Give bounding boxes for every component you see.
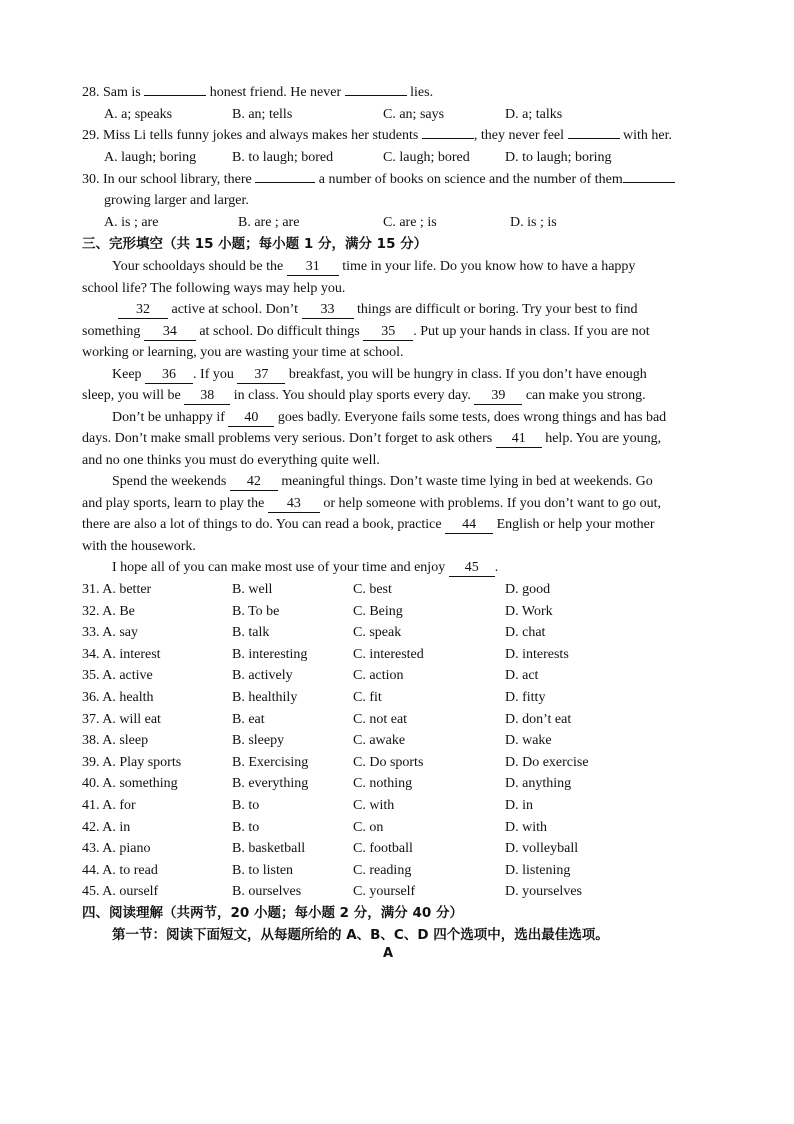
option-45-d: D. yourselves [505, 884, 582, 900]
blank-42: 42 [230, 474, 278, 491]
passage-line-4 [82, 321, 650, 343]
passage-line-8 [112, 407, 666, 429]
passage-text: . [494, 560, 499, 575]
passage-text: active at school. Don’t [171, 302, 298, 317]
option-42-a: 42. A. in [82, 819, 131, 835]
passage-text: and play sports, learn to play the [82, 496, 265, 511]
passage-text: can make you strong. [525, 388, 646, 403]
option-41-c: C. with [353, 798, 395, 813]
passage-text: Spend the weekends [112, 474, 227, 489]
option-42-c: C. on [353, 819, 384, 835]
option-34-b: B. interesting [232, 646, 308, 662]
q29-option-c: C. laugh; bored [383, 150, 470, 165]
passage-text: Keep [112, 367, 142, 382]
q29-option-d: D. to laugh; boring [505, 150, 612, 165]
blank-37: 37 [237, 367, 285, 384]
passage-text: time in your life. Do you know how to have a happy [342, 259, 636, 274]
section-4-heading: 四、阅读理解（共两节，20 小题；每小题 2 分，满分 40 分） [82, 905, 463, 921]
option-44-a: 44. A. to read [82, 862, 158, 878]
passage-text: Your schooldays should be the [112, 259, 284, 274]
q28-option-c: C. an; says [383, 107, 445, 122]
passage-text: . Put up your hands in class. If you are not [413, 324, 650, 339]
passage-text: meaningful things. Don’t waste time lying in bed at weekends. Go [281, 474, 653, 489]
q29-stem-b: , they never feel [473, 128, 565, 143]
option-38-a: 38. A. sleep [82, 733, 149, 749]
blank-44: 44 [445, 517, 493, 534]
option-36-a: 36. A. health [82, 690, 154, 705]
option-38-b: B. sleepy [232, 733, 285, 749]
q30-option-b: B. are ; are [238, 215, 300, 230]
passage-line-9 [82, 428, 661, 450]
q28-stem-c: lies. [410, 85, 434, 100]
option-40-b: B. everything [232, 776, 309, 792]
q28-option-b: B. an; tells [232, 107, 293, 122]
passage-letter: A [382, 946, 394, 961]
option-45-c: C. yourself [353, 884, 416, 900]
q30-option-c: C. are ; is [383, 215, 437, 230]
option-40-c: C. nothing [353, 776, 413, 792]
passage-line-13 [82, 514, 655, 536]
option-43-d: D. volleyball [505, 841, 579, 857]
q29-stem-a: 29. Miss Li tells funny jokes and always makes her students [82, 128, 419, 143]
passage-line-2: school life? The following ways may help you. [82, 281, 346, 296]
q29-option-b: B. to laugh; bored [232, 150, 334, 165]
passage-text: goes badly. Everyone fails some tests, does wrong things and has bad [277, 410, 667, 425]
q29-blank-2 [568, 138, 620, 139]
q28-blank-1 [144, 95, 206, 96]
blank-38: 38 [184, 388, 230, 405]
q30-stem-line2: growing larger and larger. [104, 193, 249, 208]
passage-line-6 [112, 364, 647, 386]
option-33-a: 33. A. say [82, 625, 138, 641]
passage-text: . If you [193, 367, 234, 382]
option-41-a: 41. A. for [82, 798, 136, 813]
blank-31: 31 [287, 259, 339, 276]
option-40-a: 40. A. something [82, 776, 178, 792]
blank-36: 36 [145, 367, 193, 384]
blank-34: 34 [144, 324, 196, 341]
q28-stem-b: honest friend. He never [209, 85, 342, 100]
q30-stem-a: 30. In our school library, there [82, 172, 252, 187]
passage-line-10: and no one thinks you must do everything quite well. [82, 453, 380, 468]
q30-option-a: A. is ; are [104, 215, 159, 230]
option-33-b: B. talk [232, 625, 270, 641]
passage-text: I hope all of you can make most use of your time and enjoy [112, 560, 446, 575]
passage-text: there are also a lot of things to do. You can read a book, practice [82, 517, 442, 532]
option-39-d: D. Do exercise [505, 754, 589, 770]
blank-45: 45 [449, 560, 495, 577]
q29-blank-1 [422, 138, 474, 139]
option-36-d: D. fitty [505, 690, 546, 705]
passage-line-12 [82, 493, 661, 515]
question-30-stem [82, 170, 675, 190]
q28-option-d: D. a; talks [505, 107, 563, 122]
option-42-d: D. with [505, 819, 547, 835]
option-40-d: D. anything [505, 776, 572, 792]
option-45-a: 45. A. ourself [82, 884, 159, 900]
option-32-b: B. To be [232, 603, 280, 619]
option-32-d: D. Work [505, 603, 553, 619]
passage-text: at school. Do difficult things [199, 324, 360, 339]
q30-option-d: D. is ; is [510, 215, 557, 230]
option-42-b: B. to [232, 819, 260, 835]
blank-32: 32 [118, 302, 168, 319]
passage-text: or help someone with problems. If you don’t want to go out, [323, 496, 661, 511]
option-35-b: B. actively [232, 668, 293, 684]
option-38-d: D. wake [505, 733, 552, 749]
passage-text: something [82, 324, 141, 339]
blank-40: 40 [228, 410, 274, 427]
q28-option-a: A. a; speaks [104, 107, 173, 122]
option-39-a: 39. A. Play sports [82, 754, 182, 770]
blank-39: 39 [474, 388, 522, 405]
option-41-b: B. to [232, 798, 260, 813]
blank-41: 41 [496, 431, 542, 448]
blank-35: 35 [363, 324, 413, 341]
option-44-b: B. to listen [232, 862, 294, 878]
option-35-c: C. action [353, 668, 404, 684]
passage-line-3 [118, 299, 638, 321]
blank-33: 33 [302, 302, 354, 319]
passage-text: help. You are young, [545, 431, 662, 446]
q30-blank-1 [255, 182, 315, 183]
passage-line-11 [112, 471, 653, 493]
option-43-c: C. football [353, 841, 413, 857]
section-4-subheading: 第一节：阅读下面短文，从每题所给的 A、B、C、D 四个选项中，选出最佳选项。 [112, 927, 609, 943]
option-38-c: C. awake [353, 733, 406, 749]
passage-line-15 [112, 557, 498, 579]
option-37-a: 37. A. will eat [82, 711, 161, 727]
q28-stem-a: 28. Sam is [82, 85, 141, 100]
passage-line-1 [112, 256, 635, 278]
passage-text: Don’t be unhappy if [112, 410, 225, 425]
option-36-c: C. fit [353, 690, 382, 705]
passage-text: in class. You should play sports every day. [233, 388, 471, 403]
passage-line-5: working or learning, you are wasting your time at school. [82, 345, 404, 360]
passage-text: days. Don’t make small problems very serious. Don’t forget to ask others [82, 431, 493, 446]
q29-stem-c: with her. [623, 128, 673, 143]
option-32-c: C. Being [353, 603, 403, 619]
passage-line-7 [82, 385, 646, 407]
blank-43: 43 [268, 496, 320, 513]
option-37-d: D. don’t eat [505, 711, 572, 727]
option-37-c: C. not eat [353, 711, 408, 727]
option-44-d: D. listening [505, 862, 571, 878]
passage-line-14: with the housework. [82, 539, 196, 554]
option-44-c: C. reading [353, 862, 412, 878]
option-33-d: D. chat [505, 625, 546, 641]
option-45-b: B. ourselves [232, 884, 302, 900]
option-34-a: 34. A. interest [82, 646, 161, 662]
option-31-a: 31. A. better [82, 582, 152, 597]
passage-text: sleep, you will be [82, 388, 181, 403]
option-32-a: 32. A. Be [82, 603, 135, 619]
option-31-d: D. good [505, 582, 551, 597]
option-39-b: B. Exercising [232, 754, 309, 770]
passage-text: breakfast, you will be hungry in class. If you don’t have enough [288, 367, 647, 382]
option-35-d: D. act [505, 668, 539, 684]
option-35-a: 35. A. active [82, 668, 153, 684]
passage-text: things are difficult or boring. Try your best to find [357, 302, 638, 317]
question-29-stem [82, 126, 672, 146]
option-34-d: D. interests [505, 646, 569, 662]
question-28-stem [82, 83, 433, 103]
q30-blank-2 [623, 182, 675, 183]
option-43-b: B. basketball [232, 841, 306, 857]
option-37-b: B. eat [232, 711, 265, 727]
passage-text: English or help your mother [496, 517, 655, 532]
q28-blank-2 [345, 95, 407, 96]
option-31-b: B. well [232, 582, 273, 597]
option-33-c: C. speak [353, 625, 402, 641]
section-3-heading: 三、完形填空（共 15 小题；每小题 1 分，满分 15 分） [82, 236, 428, 252]
option-41-d: D. in [505, 798, 533, 813]
option-39-c: C. Do sports [353, 754, 424, 770]
q30-stem-b: a number of books on science and the number of them [318, 172, 623, 187]
q29-option-a: A. laugh; boring [104, 150, 197, 165]
option-36-b: B. healthily [232, 690, 298, 705]
option-34-c: C. interested [353, 646, 424, 662]
option-31-c: C. best [353, 582, 392, 597]
option-43-a: 43. A. piano [82, 841, 151, 857]
